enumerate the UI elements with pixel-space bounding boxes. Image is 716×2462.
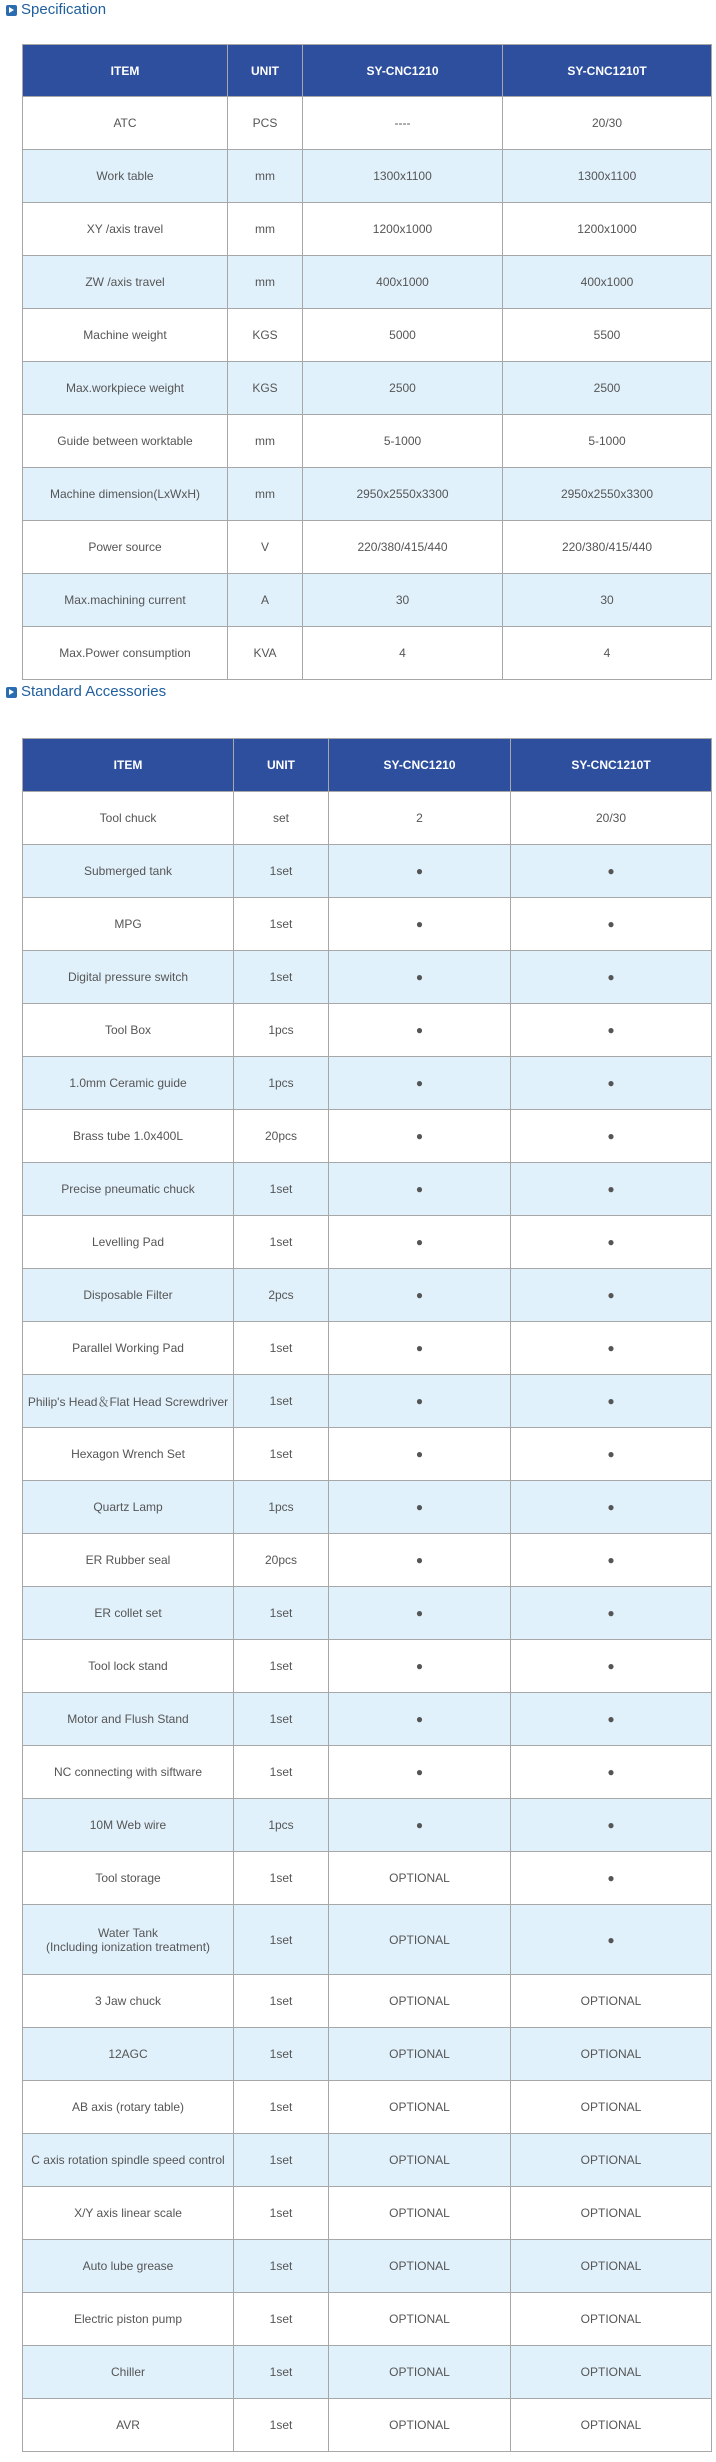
accessories-cell-unit: 1set bbox=[234, 2134, 329, 2187]
accessories-cell-model-a: ● bbox=[329, 951, 511, 1004]
spec-cell-item: Power source bbox=[23, 521, 228, 574]
arrow-right-icon bbox=[6, 687, 17, 698]
accessories-cell-unit: 1set bbox=[234, 1905, 329, 1975]
spec-cell-unit: KGS bbox=[228, 362, 303, 415]
accessories-cell-model-a: ● bbox=[329, 1534, 511, 1587]
accessories-cell-model-a: ● bbox=[329, 1428, 511, 1481]
accessories-row bbox=[23, 792, 712, 845]
accessories-cell-item: Auto lube grease bbox=[23, 2240, 234, 2293]
accessories-cell-item: Motor and Flush Stand bbox=[23, 1693, 234, 1746]
accessories-cell-unit: 1set bbox=[234, 1587, 329, 1640]
accessories-cell-model-a: OPTIONAL bbox=[329, 1975, 511, 2028]
accessories-row bbox=[23, 898, 712, 951]
accessories-cell-model-a: ● bbox=[329, 1746, 511, 1799]
accessories-header-model-b: SY-CNC1210T bbox=[511, 739, 712, 792]
accessories-cell-item: ER collet set bbox=[23, 1587, 234, 1640]
spec-row bbox=[23, 309, 712, 362]
accessories-row bbox=[23, 1163, 712, 1216]
accessories-cell-model-b: ● bbox=[511, 1216, 712, 1269]
spec-section-title: Specification bbox=[21, 1, 107, 18]
spec-cell-model-a: 220/380/415/440 bbox=[303, 521, 503, 574]
accessories-cell-item: Electric piston pump bbox=[23, 2293, 234, 2346]
accessories-row bbox=[23, 2346, 712, 2399]
accessories-cell-model-a: OPTIONAL bbox=[329, 1852, 511, 1905]
accessories-cell-item: X/Y axis linear scale bbox=[23, 2187, 234, 2240]
accessories-cell-unit: 1set bbox=[234, 2293, 329, 2346]
accessories-cell-unit: 1set bbox=[234, 1852, 329, 1905]
spec-row bbox=[23, 415, 712, 468]
accessories-cell-item: Chiller bbox=[23, 2346, 234, 2399]
accessories-cell-model-a: OPTIONAL bbox=[329, 2346, 511, 2399]
accessories-cell-item: Tool lock stand bbox=[23, 1640, 234, 1693]
spec-cell-unit: mm bbox=[228, 256, 303, 309]
accessories-section-header bbox=[6, 682, 166, 702]
accessories-cell-item: Levelling Pad bbox=[23, 1216, 234, 1269]
spec-cell-model-a: ---- bbox=[303, 97, 503, 150]
spec-cell-item: XY /axis travel bbox=[23, 203, 228, 256]
accessories-row bbox=[23, 1004, 712, 1057]
accessories-row bbox=[23, 951, 712, 1004]
accessories-row bbox=[23, 1587, 712, 1640]
accessories-cell-model-b: ● bbox=[511, 1163, 712, 1216]
accessories-cell-model-b: ● bbox=[511, 1322, 712, 1375]
accessories-cell-model-b: ● bbox=[511, 1852, 712, 1905]
accessories-cell-item: Submerged tank bbox=[23, 845, 234, 898]
accessories-cell-model-b: ● bbox=[511, 1640, 712, 1693]
accessories-row bbox=[23, 1057, 712, 1110]
spec-row bbox=[23, 97, 712, 150]
spec-cell-model-a: 30 bbox=[303, 574, 503, 627]
accessories-cell-item: Hexagon Wrench Set bbox=[23, 1428, 234, 1481]
spec-row bbox=[23, 362, 712, 415]
accessories-cell-model-b: ● bbox=[511, 1004, 712, 1057]
spec-cell-model-b: 30 bbox=[503, 574, 712, 627]
accessories-cell-model-b: ● bbox=[511, 1746, 712, 1799]
accessories-row bbox=[23, 1640, 712, 1693]
accessories-cell-unit: 1pcs bbox=[234, 1481, 329, 1534]
accessories-cell-model-a: ● bbox=[329, 1799, 511, 1852]
accessories-row bbox=[23, 1799, 712, 1852]
spec-cell-model-a: 2950x2550x3300 bbox=[303, 468, 503, 521]
accessories-cell-model-b: OPTIONAL bbox=[511, 2081, 712, 2134]
accessories-cell-unit: 1set bbox=[234, 2081, 329, 2134]
accessories-cell-item: MPG bbox=[23, 898, 234, 951]
spec-row bbox=[23, 521, 712, 574]
accessories-cell-unit: 1set bbox=[234, 2028, 329, 2081]
accessories-cell-model-a: OPTIONAL bbox=[329, 1905, 511, 1975]
spec-cell-model-a: 1300x1100 bbox=[303, 150, 503, 203]
spec-cell-model-b: 4 bbox=[503, 627, 712, 680]
accessories-cell-item: 12AGC bbox=[23, 2028, 234, 2081]
accessories-cell-model-a: OPTIONAL bbox=[329, 2081, 511, 2134]
spec-cell-unit: mm bbox=[228, 203, 303, 256]
accessories-cell-unit: 1set bbox=[234, 1693, 329, 1746]
spec-table bbox=[22, 44, 712, 680]
accessories-cell-model-a: OPTIONAL bbox=[329, 2187, 511, 2240]
accessories-cell-item: NC connecting with siftware bbox=[23, 1746, 234, 1799]
accessories-cell-model-b: OPTIONAL bbox=[511, 1975, 712, 2028]
accessories-row bbox=[23, 845, 712, 898]
accessories-cell-item: Water Tank (Including ionization treatment) bbox=[23, 1905, 234, 1975]
spec-cell-item: Machine dimension(LxWxH) bbox=[23, 468, 228, 521]
accessories-header-unit: UNIT bbox=[234, 739, 329, 792]
accessories-section-title: Standard Accessories bbox=[21, 683, 167, 700]
accessories-cell-unit: 1pcs bbox=[234, 1004, 329, 1057]
accessories-cell-model-b: ● bbox=[511, 1110, 712, 1163]
spec-cell-model-b: 2500 bbox=[503, 362, 712, 415]
accessories-cell-model-a: OPTIONAL bbox=[329, 2399, 511, 2452]
spec-cell-unit: mm bbox=[228, 415, 303, 468]
accessories-cell-model-a: ● bbox=[329, 898, 511, 951]
accessories-cell-unit: 1set bbox=[234, 1375, 329, 1428]
accessories-cell-item: Parallel Working Pad bbox=[23, 1322, 234, 1375]
accessories-row bbox=[23, 2134, 712, 2187]
spec-cell-unit: KVA bbox=[228, 627, 303, 680]
accessories-cell-model-b: ● bbox=[511, 1269, 712, 1322]
accessories-row bbox=[23, 2293, 712, 2346]
spec-cell-model-b: 1200x1000 bbox=[503, 203, 712, 256]
spec-cell-item: ZW /axis travel bbox=[23, 256, 228, 309]
spec-cell-unit: mm bbox=[228, 150, 303, 203]
spec-cell-unit: PCS bbox=[228, 97, 303, 150]
accessories-cell-model-b: ● bbox=[511, 1587, 712, 1640]
accessories-table bbox=[22, 738, 712, 2452]
accessories-cell-item: Tool storage bbox=[23, 1852, 234, 1905]
accessories-cell-item: 10M Web wire bbox=[23, 1799, 234, 1852]
accessories-cell-model-a: ● bbox=[329, 1269, 511, 1322]
accessories-row bbox=[23, 1481, 712, 1534]
spec-row bbox=[23, 256, 712, 309]
accessories-cell-item: Philip's Head＆Flat Head Screwdriver bbox=[23, 1375, 234, 1428]
spec-row bbox=[23, 574, 712, 627]
spec-cell-model-a: 5-1000 bbox=[303, 415, 503, 468]
accessories-cell-model-b: ● bbox=[511, 1481, 712, 1534]
accessories-cell-model-a: OPTIONAL bbox=[329, 2240, 511, 2293]
accessories-cell-model-a: ● bbox=[329, 1110, 511, 1163]
spec-row bbox=[23, 468, 712, 521]
accessories-cell-model-b: OPTIONAL bbox=[511, 2028, 712, 2081]
accessories-cell-unit: 1set bbox=[234, 1428, 329, 1481]
accessories-cell-model-b: ● bbox=[511, 1534, 712, 1587]
accessories-cell-item: Digital pressure switch bbox=[23, 951, 234, 1004]
accessories-cell-model-a: OPTIONAL bbox=[329, 2293, 511, 2346]
spec-cell-model-a: 2500 bbox=[303, 362, 503, 415]
spec-cell-item: Max.machining current bbox=[23, 574, 228, 627]
accessories-cell-unit: 1set bbox=[234, 1163, 329, 1216]
accessories-cell-item: Quartz Lamp bbox=[23, 1481, 234, 1534]
spec-row bbox=[23, 150, 712, 203]
accessories-header-model-a: SY-CNC1210 bbox=[329, 739, 511, 792]
accessories-cell-unit: 20pcs bbox=[234, 1110, 329, 1163]
spec-header-item: ITEM bbox=[23, 45, 228, 97]
accessories-cell-item: Tool chuck bbox=[23, 792, 234, 845]
accessories-row bbox=[23, 1534, 712, 1587]
accessories-cell-model-b: ● bbox=[511, 1799, 712, 1852]
accessories-header-item: ITEM bbox=[23, 739, 234, 792]
spec-row bbox=[23, 203, 712, 256]
spec-cell-model-b: 1300x1100 bbox=[503, 150, 712, 203]
accessories-cell-unit: 1set bbox=[234, 898, 329, 951]
accessories-cell-model-a: ● bbox=[329, 1693, 511, 1746]
accessories-row bbox=[23, 2399, 712, 2452]
spec-header-model-a: SY-CNC1210 bbox=[303, 45, 503, 97]
accessories-cell-unit: 1set bbox=[234, 1216, 329, 1269]
accessories-row bbox=[23, 1428, 712, 1481]
accessories-row bbox=[23, 2187, 712, 2240]
accessories-cell-unit: 1set bbox=[234, 2240, 329, 2293]
spec-cell-model-a: 5000 bbox=[303, 309, 503, 362]
accessories-cell-unit: 1set bbox=[234, 2399, 329, 2452]
accessories-cell-model-b: ● bbox=[511, 1057, 712, 1110]
spec-cell-item: Max.workpiece weight bbox=[23, 362, 228, 415]
accessories-cell-model-a: ● bbox=[329, 1004, 511, 1057]
accessories-cell-model-b: ● bbox=[511, 1375, 712, 1428]
accessories-cell-model-a: ● bbox=[329, 1216, 511, 1269]
accessories-cell-model-b: ● bbox=[511, 1693, 712, 1746]
spec-cell-item: Guide between worktable bbox=[23, 415, 228, 468]
spec-cell-model-a: 1200x1000 bbox=[303, 203, 503, 256]
accessories-cell-unit: 1set bbox=[234, 2346, 329, 2399]
accessories-cell-unit: 1set bbox=[234, 1322, 329, 1375]
spec-section-header bbox=[6, 0, 106, 20]
arrow-right-icon bbox=[6, 5, 17, 16]
accessories-cell-model-b: OPTIONAL bbox=[511, 2187, 712, 2240]
accessories-row bbox=[23, 1216, 712, 1269]
accessories-cell-unit: 1set bbox=[234, 845, 329, 898]
spec-header-row bbox=[23, 45, 712, 97]
spec-cell-unit: A bbox=[228, 574, 303, 627]
spec-cell-unit: V bbox=[228, 521, 303, 574]
accessories-cell-item: Tool Box bbox=[23, 1004, 234, 1057]
spec-cell-model-b: 220/380/415/440 bbox=[503, 521, 712, 574]
accessories-cell-model-b: OPTIONAL bbox=[511, 2240, 712, 2293]
accessories-cell-model-a: ● bbox=[329, 1481, 511, 1534]
accessories-cell-unit: 1set bbox=[234, 1640, 329, 1693]
spec-cell-unit: mm bbox=[228, 468, 303, 521]
accessories-cell-item: AB axis (rotary table) bbox=[23, 2081, 234, 2134]
accessories-cell-model-a: OPTIONAL bbox=[329, 2134, 511, 2187]
accessories-cell-model-b: OPTIONAL bbox=[511, 2346, 712, 2399]
accessories-cell-item: Brass tube 1.0x400L bbox=[23, 1110, 234, 1163]
accessories-cell-model-b: OPTIONAL bbox=[511, 2399, 712, 2452]
accessories-cell-unit: 1set bbox=[234, 1746, 329, 1799]
accessories-cell-unit: 1pcs bbox=[234, 1799, 329, 1852]
accessories-row bbox=[23, 1110, 712, 1163]
spec-header-model-b: SY-CNC1210T bbox=[503, 45, 712, 97]
accessories-row bbox=[23, 1269, 712, 1322]
spec-cell-model-b: 2950x2550x3300 bbox=[503, 468, 712, 521]
accessories-row bbox=[23, 1905, 712, 1975]
accessories-cell-model-b: ● bbox=[511, 1905, 712, 1975]
accessories-row bbox=[23, 1693, 712, 1746]
accessories-cell-model-b: ● bbox=[511, 951, 712, 1004]
accessories-cell-model-a: ● bbox=[329, 1057, 511, 1110]
spec-row bbox=[23, 627, 712, 680]
accessories-cell-unit: 1set bbox=[234, 951, 329, 1004]
accessories-cell-model-a: ● bbox=[329, 1375, 511, 1428]
accessories-cell-item: Precise pneumatic chuck bbox=[23, 1163, 234, 1216]
accessories-row bbox=[23, 1852, 712, 1905]
spec-cell-model-b: 400x1000 bbox=[503, 256, 712, 309]
accessories-cell-model-b: ● bbox=[511, 898, 712, 951]
spec-cell-item: Machine weight bbox=[23, 309, 228, 362]
spec-cell-model-b: 5-1000 bbox=[503, 415, 712, 468]
spec-cell-item: Max.Power consumption bbox=[23, 627, 228, 680]
accessories-row bbox=[23, 2028, 712, 2081]
accessories-cell-model-b: ● bbox=[511, 1428, 712, 1481]
accessories-cell-model-b: 20/30 bbox=[511, 792, 712, 845]
accessories-cell-model-b: OPTIONAL bbox=[511, 2134, 712, 2187]
accessories-cell-item: Disposable Filter bbox=[23, 1269, 234, 1322]
accessories-row bbox=[23, 1375, 712, 1428]
spec-cell-model-b: 20/30 bbox=[503, 97, 712, 150]
accessories-cell-unit: 2pcs bbox=[234, 1269, 329, 1322]
accessories-cell-model-a: ● bbox=[329, 1640, 511, 1693]
spec-cell-model-a: 400x1000 bbox=[303, 256, 503, 309]
spec-cell-unit: KGS bbox=[228, 309, 303, 362]
spec-cell-item: ATC bbox=[23, 97, 228, 150]
accessories-cell-unit: 1pcs bbox=[234, 1057, 329, 1110]
accessories-cell-model-b: OPTIONAL bbox=[511, 2293, 712, 2346]
accessories-cell-model-a: OPTIONAL bbox=[329, 2028, 511, 2081]
accessories-cell-item: ER Rubber seal bbox=[23, 1534, 234, 1587]
accessories-cell-item: 3 Jaw chuck bbox=[23, 1975, 234, 2028]
accessories-cell-model-a: ● bbox=[329, 1322, 511, 1375]
accessories-header-row bbox=[23, 739, 712, 792]
accessories-row bbox=[23, 2240, 712, 2293]
spec-header-unit: UNIT bbox=[228, 45, 303, 97]
accessories-cell-item: 1.0mm Ceramic guide bbox=[23, 1057, 234, 1110]
accessories-cell-model-a: ● bbox=[329, 1163, 511, 1216]
accessories-cell-item: AVR bbox=[23, 2399, 234, 2452]
spec-cell-model-b: 5500 bbox=[503, 309, 712, 362]
spec-cell-model-a: 4 bbox=[303, 627, 503, 680]
accessories-row bbox=[23, 1975, 712, 2028]
spec-cell-item: Work table bbox=[23, 150, 228, 203]
accessories-cell-model-a: 2 bbox=[329, 792, 511, 845]
accessories-cell-unit: set bbox=[234, 792, 329, 845]
accessories-row bbox=[23, 1322, 712, 1375]
accessories-cell-unit: 1set bbox=[234, 2187, 329, 2240]
accessories-row bbox=[23, 2081, 712, 2134]
accessories-cell-item: C axis rotation spindle speed control bbox=[23, 2134, 234, 2187]
accessories-row bbox=[23, 1746, 712, 1799]
accessories-cell-model-a: ● bbox=[329, 1587, 511, 1640]
accessories-cell-model-a: ● bbox=[329, 845, 511, 898]
accessories-cell-unit: 1set bbox=[234, 1975, 329, 2028]
accessories-cell-model-b: ● bbox=[511, 845, 712, 898]
accessories-cell-unit: 20pcs bbox=[234, 1534, 329, 1587]
